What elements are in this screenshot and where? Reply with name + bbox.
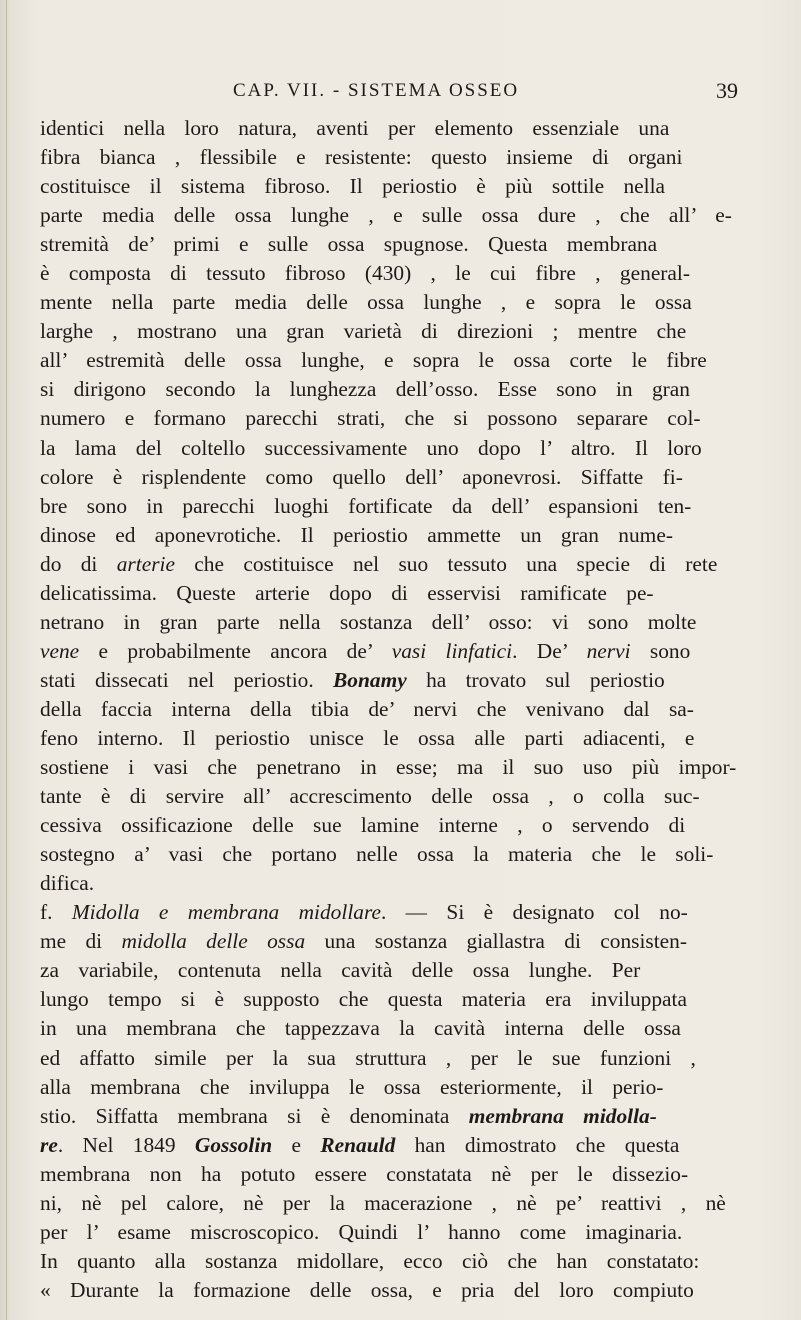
text-run: larghe , mostrano una gran varietà di direzioni ; mentre che <box>40 319 687 344</box>
text-line <box>40 782 790 811</box>
text-run: me di <box>40 929 122 954</box>
text-run: difica. <box>40 871 95 896</box>
text-run: f. <box>40 900 72 925</box>
text-run: che costituisce nel suo tessuto una specie di rete <box>174 551 718 576</box>
text-run: colore è risplendente como quello dell’ aponevrosi. Siffatte fi- <box>40 464 683 489</box>
text-line <box>40 1131 790 1160</box>
text-run: e <box>272 1132 321 1157</box>
text-run: delicatissima. Queste arterie dopo di esservisi ramificate pe- <box>40 580 654 605</box>
text-run: all’ estremità delle ossa lunghe, e sopra le ossa corte le fibre <box>40 348 707 373</box>
text-run: la lama del coltello successivamente uno dopo l’ altro. Il loro <box>40 435 702 460</box>
page-header <box>0 80 801 110</box>
text-run: sostegno a’ vasi che portano nelle ossa la materia che le soli- <box>40 842 714 867</box>
text-run: sostiene i vasi che penetrano in esse; ma il suo uso più impor- <box>40 755 737 780</box>
text-run: bre sono in parecchi luoghi fortificate da dell’ espansioni ten- <box>40 493 692 518</box>
text-line <box>40 927 790 956</box>
text-line <box>40 1073 790 1102</box>
text-line <box>40 985 790 1014</box>
text-line <box>40 463 790 492</box>
text-run: è composta di tessuto fibroso (430) , le cui fibre , general- <box>40 261 690 286</box>
text-line <box>40 317 790 346</box>
text-run: . — Si è designato col no- <box>380 900 688 925</box>
text-run: ha trovato sul periostio <box>406 667 665 692</box>
text-run: han dimostrato che questa <box>395 1132 680 1157</box>
text-run: alla membrana che inviluppa le ossa esteriormente, il perio- <box>40 1074 664 1099</box>
text-run: « Durante la formazione delle ossa, e pria del loro compiuto <box>40 1277 694 1302</box>
text-line <box>40 1247 790 1276</box>
body-text <box>40 114 790 1305</box>
text-run: feno interno. Il periostio unisce le ossa alle parti adiacenti, e <box>40 725 695 750</box>
text-line <box>40 404 790 433</box>
text-line <box>40 521 790 550</box>
text-line <box>40 434 790 463</box>
running-head: CAP. VII. - SISTEMA OSSEO <box>233 80 520 101</box>
text-line <box>40 1218 790 1247</box>
text-line <box>40 1044 790 1073</box>
text-run: In quanto alla sostanza midollare, ecco ciò che han constatato: <box>40 1248 700 1273</box>
text-line <box>40 259 790 288</box>
text-line <box>40 375 790 404</box>
text-line <box>40 346 790 375</box>
text-run: della faccia interna della tibia de’ nervi che venivano dal sa- <box>40 696 694 721</box>
text-run: e probabilmente ancora de’ <box>79 638 392 663</box>
text-run: costituisce il sistema fibroso. Il periostio è più sottile nella <box>40 174 666 199</box>
text-run: lungo tempo si è supposto che questa materia era inviluppata <box>40 987 687 1012</box>
text-run: cessiva ossificazione delle sue lamine interne , o servendo di <box>40 813 686 838</box>
text-line <box>40 1014 790 1043</box>
emphasized-text: Gossolin <box>194 1132 273 1157</box>
emphasized-text: membrana midolla- <box>468 1103 657 1128</box>
text-line <box>40 869 790 898</box>
text-line <box>40 1189 790 1218</box>
text-run: za variabile, contenuta nella cavità delle ossa lunghe. Per <box>40 958 641 983</box>
text-line <box>40 288 790 317</box>
text-line <box>40 492 790 521</box>
text-line <box>40 579 790 608</box>
text-line <box>40 201 790 230</box>
text-run: si dirigono secondo la lunghezza dell’osso. Esse sono in gran <box>40 377 690 402</box>
page-number: 39 <box>716 78 738 103</box>
text-run: mente nella parte media delle ossa lunghe , e sopra le ossa <box>40 290 692 315</box>
text-line <box>40 695 790 724</box>
text-run: dinose ed aponevrotiche. Il periostio ammette un gran nume- <box>40 522 673 547</box>
binding-shadow <box>6 0 7 1320</box>
text-line <box>40 956 790 985</box>
text-line <box>40 172 790 201</box>
text-line <box>40 840 790 869</box>
text-run: per l’ esame miscroscopico. Quindi l’ hanno come imaginaria. <box>40 1219 683 1244</box>
text-run: identici nella loro natura, aventi per elemento essenziale una <box>40 116 670 140</box>
emphasized-text: midolla delle ossa <box>121 929 306 954</box>
text-line <box>40 898 790 927</box>
emphasized-text: nervi <box>586 638 631 663</box>
text-line <box>40 114 790 143</box>
emphasized-text: arterie <box>116 551 175 576</box>
text-run: tante è di servire all’ accrescimento delle ossa , o colla suc- <box>40 784 700 809</box>
text-line <box>40 550 790 579</box>
text-run: stremità de’ primi e sulle ossa spugnose. Questa membrana <box>40 232 658 257</box>
text-line <box>40 724 790 753</box>
emphasized-text: Midolla e membrana midollare <box>71 900 381 925</box>
text-run: una sostanza giallastra di consisten- <box>305 929 687 954</box>
text-line <box>40 637 790 666</box>
emphasized-text: vasi linfatici <box>391 638 513 663</box>
text-run: numero e formano parecchi strati, che si possono separare col- <box>40 406 701 431</box>
emphasized-text: Bonamy <box>333 667 407 692</box>
emphasized-text: vene <box>40 638 80 663</box>
text-line <box>40 1102 790 1131</box>
text-line <box>40 1276 790 1305</box>
text-run: stati dissecati nel periostio. <box>40 667 334 692</box>
text-run: membrana non ha potuto essere constatata nè per le dissezio- <box>40 1161 689 1186</box>
emphasized-text: Renauld <box>320 1132 396 1157</box>
text-line <box>40 608 790 637</box>
text-run: do di <box>40 551 117 576</box>
text-run: . Nel 1849 <box>57 1132 195 1157</box>
text-run: in una membrana che tappezzava la cavità interna delle ossa <box>40 1016 681 1041</box>
text-run: stio. Siffatta membrana si è denominata <box>40 1103 469 1128</box>
text-run: netrano in gran parte nella sostanza dell’ osso: vi sono molte <box>40 609 697 634</box>
text-run: sono <box>630 638 691 663</box>
text-line <box>40 230 790 259</box>
text-line <box>40 666 790 695</box>
text-run: ni, nè pel calore, nè per la macerazione , nè pe’ reattivi , nè <box>40 1190 726 1215</box>
text-run: ed affatto simile per la sua struttura , per le sue funzioni , <box>40 1045 696 1070</box>
emphasized-text: re <box>40 1132 58 1157</box>
text-run: parte media delle ossa lunghe , e sulle ossa dure , che all’ e- <box>40 203 732 228</box>
text-line <box>40 753 790 782</box>
text-run: fibra bianca , flessibile e resistente: questo insieme di organi <box>40 145 683 170</box>
text-line <box>40 143 790 172</box>
text-line <box>40 811 790 840</box>
text-run: . De’ <box>512 638 587 663</box>
text-line <box>40 1160 790 1189</box>
